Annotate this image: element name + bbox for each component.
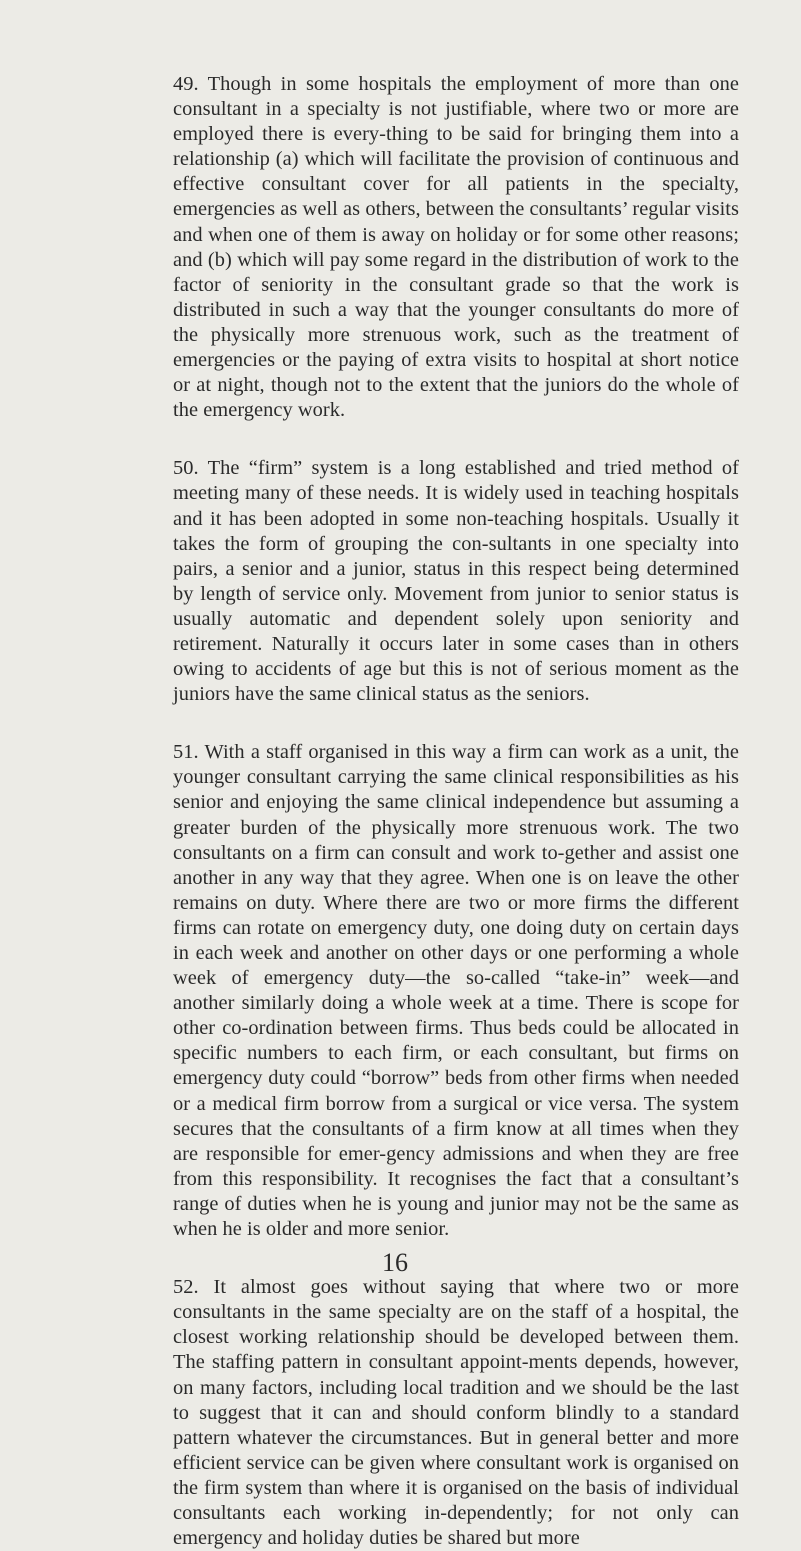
paragraph-51: 51. With a staff organised in this way a firm can work as a unit, the younger consultant carrying the same clinical responsibilities as his senior and enjoying the same clinical independence but assuming a greater burden of the physically more strenuous work. The two consultants on a firm can consult and work to-gether and assist one another in any way that they agree. When one is on leave the other remains on duty. Where there are two or more firms the different firms can rotate on emergency duty, one doing duty on certain days in each week and another on other days or one performing a whole week of emergency duty—the so-called “take-in” week—and another similarly doing a whole week at a time. There is scope for other co-ordination between firms. Thus beds could be allocated in specific numbers to each firm, or each consultant, but firms on emergency duty could “borrow” beds from other firms when needed or a medical firm borrow from a surgical or vice versa. The system secures that the consultants of a firm know at all times when they are responsible for emer-gency admissions and when they are free from this responsibility. It recognises the fact that a consultant’s range of duties when he is young and junior may not be the same as when he is older and more senior. (173, 741, 739, 1241)
page-number: 16 (382, 1248, 408, 1277)
paragraph-49: 49. Though in some hospitals the employment of more than one consultant in a specialty is not justifiable, where two or more are employed there is every-thing to be said for bringing them into a relationship (a) which will facilitate the provision of continuous and effective consultant cover for all patients in the specialty, emergencies as well as others, between the consultants’ regular visits and when one of them is away on holiday or for some other reasons; and (b) which will pay some regard in the distribution of work to the factor of seniority in the consultant grade so that the work is distributed in such a way that the younger consultants do more of the physically more strenuous work, such as the treatment of emergencies or the paying of extra visits to hospital at short notice or at night, though not to the extent that the juniors do the whole of the emergency work. (173, 73, 739, 422)
paragraph-50: 50. The “firm” system is a long established and tried method of meeting many of these needs. It is widely used in teaching hospitals and it has been adopted in some non-teaching hospitals. Usually it takes the form of grouping the con-sultants in one specialty into pairs, a senior and a junior, status in this respect being determined by length of service only. Movement from junior to senior status is usually automatic and dependent solely upon seniority and retirement. Naturally it occurs later in some cases than in others owing to accidents of age but this is not of serious moment as the juniors have the same clinical status as the seniors. (173, 457, 739, 706)
paragraph-52: 52. It almost goes without saying that where two or more consultants in the same specialty are on the staff of a hospital, the closest working relationship should be developed between them. The staffing pattern in consultant appoint-ments depends, however, on many factors, including local tradition and we should be the last to suggest that it can and should conform blindly to a standard pattern whatever the circumstances. But in general better and more efficient service can be given where consultant work is organised on the firm system than where it is organised on the basis of individual consultants each working in-dependently; for not only can emergency and holiday duties be shared but more (173, 1276, 739, 1550)
